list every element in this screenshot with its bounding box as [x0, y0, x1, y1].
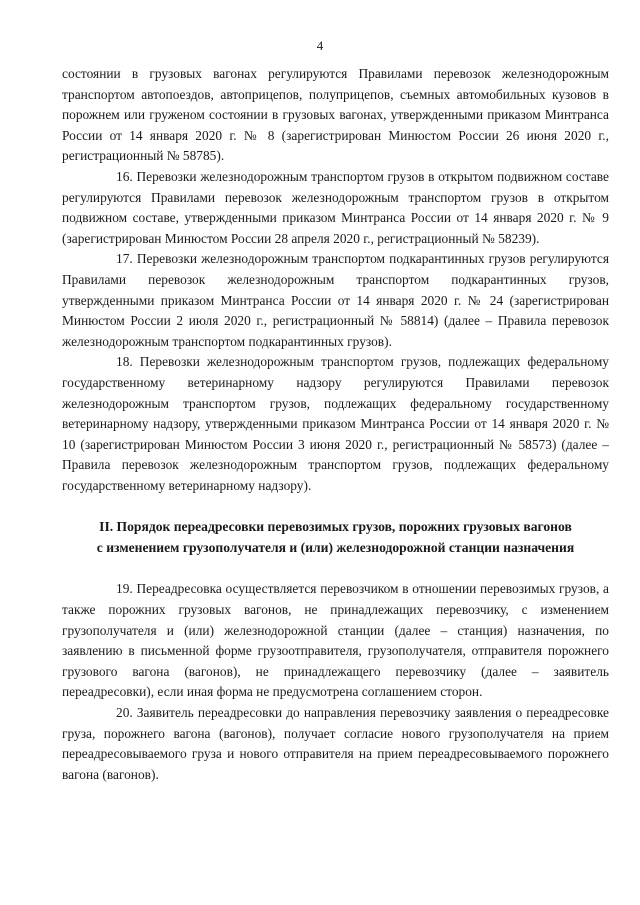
- document-body: [62, 64, 609, 785]
- section-heading: [62, 516, 609, 558]
- paragraph-19: 19. Переадресовка осуществляется перевозчиком в отношении перевозимых грузов, а также порожних грузовых вагонов, не принадлежащих перевозчику, с изменением грузополучателя и (или) железнодорожной станции (далее – станция) назначения, по заявлению в письменной форме грузоотправителя, грузополучателя, отправителя порожнего грузового вагона (вагонов), не принадлежащего перевозчику (далее – заявитель переадресовки), если иная форма не предусмотрена соглашением сторон.: [62, 581, 609, 700]
- paragraph-17: 17. Перевозки железнодорожным транспортом подкарантинных грузов регулируются Правилами перевозок железнодорожным транспортом подкарантинных грузов, утвержденными приказом Минтранса России от 14 января 2020 г. № 24 (зарегистрирован Минюстом России 2 июля 2020 г., регистрационный № 58814) (далее – Правила перевозок железнодорожным транспортом подкарантинных грузов).: [62, 251, 609, 349]
- section-heading-line-1: II. Порядок переадресовки перевозимых грузов, порожних грузовых вагонов: [99, 519, 572, 535]
- paragraph-18: 18. Перевозки железнодорожным транспортом грузов, подлежащих федеральному государственному ветеринарному надзору регулируются Правилами перевозок железнодорожным транспортом грузов, подлежащих федеральному государственному ветеринарному надзору, утвержденными приказом Минтранса России от 14 января 2020 г. № 10 (зарегистрирован Минюстом России 3 июня 2020 г., регистрационный № 58573) (далее – Правила перевозок железнодорожным транспортом грузов, подлежащих федеральному государственному ветеринарному надзору).: [62, 354, 609, 493]
- paragraph-continuation: состоянии в грузовых вагонах регулируются Правилами перевозок железнодорожным транспортом автопоездов, автоприцепов, полуприцепов, съемных автомобильных кузовов в порожнем или груженом состоянии в грузовых вагонах, утвержденными приказом Минтранса России от 14 января 2020 г. № 8 (зарегистрирован Минюстом России 26 июня 2020 г., регистрационный № 58785).: [62, 66, 609, 164]
- paragraph-16: 16. Перевозки железнодорожным транспортом грузов в открытом подвижном составе регулируются Правилами перевозок железнодорожным транспортом грузов в открытом подвижном составе, утвержденными приказом Минтранса России от 14 января 2020 г. № 9 (зарегистрирован Минюстом России 28 апреля 2020 г., регистрационный № 58239).: [62, 168, 609, 246]
- page-number: 4: [316, 38, 324, 53]
- section-heading-line-2: с изменением грузополучателя и (или) железнодорожной станции назначения: [96, 540, 575, 556]
- paragraph-20: 20. Заявитель переадресовки до направления перевозчику заявления о переадресовке груза, порожнего вагона (вагонов), получает согласие нового грузополучателя на прием переадресовываемого груза и нового отправителя на прием переадресовываемого порожнего вагона (вагонов).: [62, 705, 609, 782]
